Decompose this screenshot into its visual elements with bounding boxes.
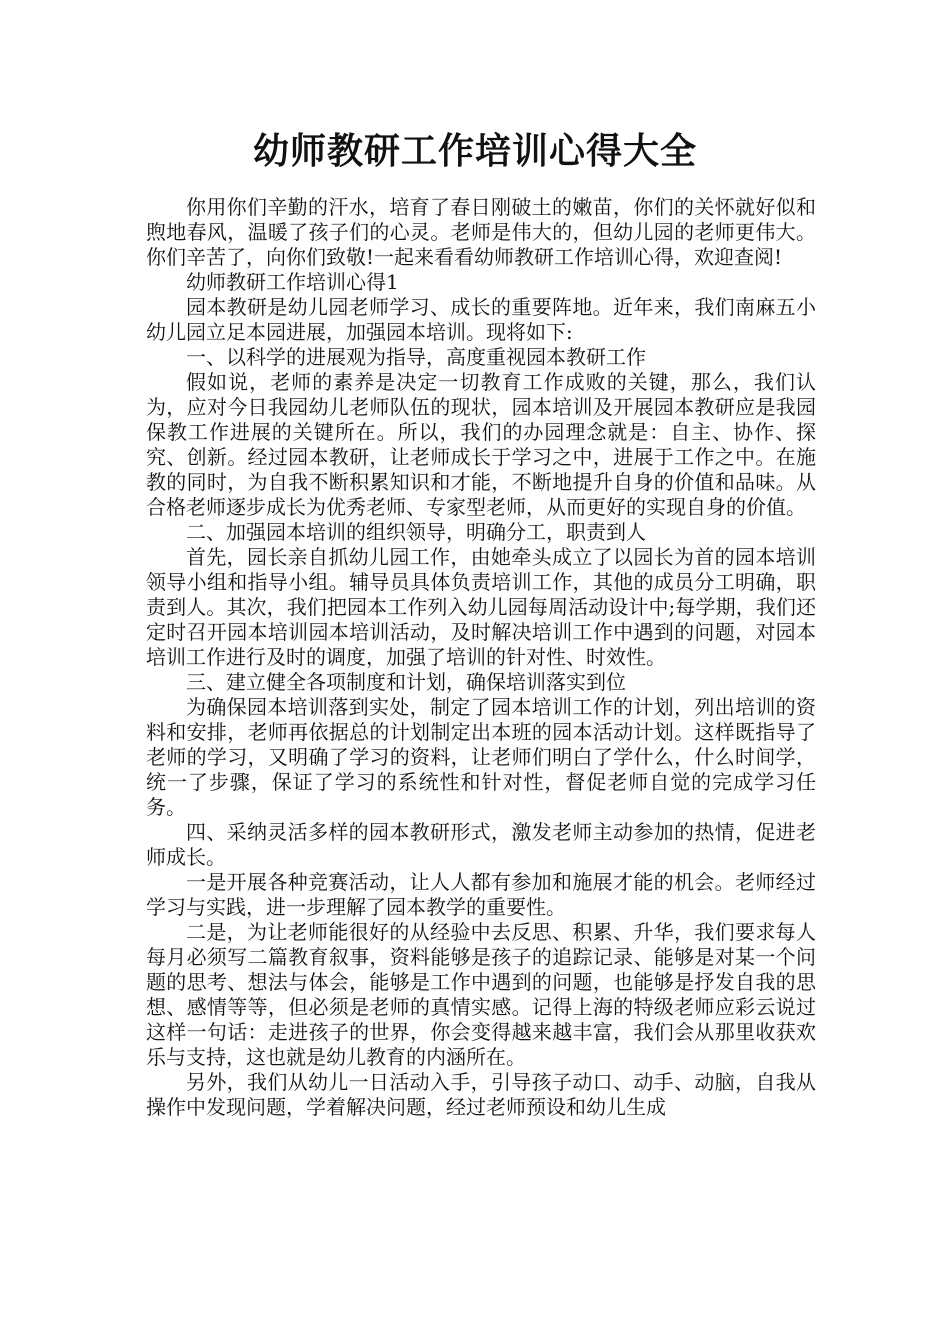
- body-paragraph: 首先，园长亲自抓幼儿园工作，由她牵头成立了以园长为首的园本培训领导小组和指导小组。辅导员具体负责培训工作，其他的成员分工明确，职责到人。其次，我们把园本工作列入幼儿园每周活动设计中;每学期，我们还定时召开园本培训园本培训活动，及时解决培训工作中遇到的问题，对园本培训工作进行及时的调度，加强了培训的针对性、时效性。: [146, 545, 816, 669]
- body-paragraph: 园本教研是幼儿园老师学习、成长的重要阵地。近年来，我们南麻五小幼儿园立足本园进展，加强园本培训。现将如下:: [146, 295, 816, 344]
- document-body: [146, 195, 816, 1120]
- body-paragraph: 假如说，老师的素养是决定一切教育工作成败的关键，那么，我们认为，应对今日我园幼儿老师队伍的现状，园本培训及开展园本教研应是我园保教工作进展的关键所在。所以，我们的办园理念就是：自主、协作、探究、创新。经过园本教研，让老师成长于学习之中，进展于工作之中。在施教的同时，为自我不断积累知识和才能，不断地提升自身的价值和品味。从合格老师逐步成长为优秀老师、专家型老师，从而更好的实现自身的价值。: [146, 370, 816, 519]
- document-title: 幼师教研工作培训心得大全: [252, 131, 697, 172]
- section-heading: 三、建立健全各项制度和计划，确保培训落实到位: [186, 670, 626, 694]
- section-heading: 一、以科学的进展观为指导，高度重视园本教研工作: [186, 345, 646, 369]
- intro-paragraph: 你用你们辛勤的汗水，培育了春日刚破土的嫩苗，你们的关怀就好似和煦地春风，温暖了孩子们的心灵。老师是伟大的，但幼儿园的老师更伟大。你们辛苦了，向你们致敬!一起来看看幼师教研工作培训心得，欢迎查阅!: [146, 195, 816, 269]
- section-heading-part-1: 幼师教研工作培训心得1: [186, 270, 399, 294]
- body-paragraph: 为确保园本培训落到实处，制定了园本培训工作的计划，列出培训的资料和安排，老师再依据总的计划制定出本班的园本活动计划。这样既指导了老师的学习，又明确了学习的资料，让老师们明白了学什么，什么时间学，统一了步骤，保证了学习的系统性和针对性，督促老师自觉的完成学习任务。: [146, 695, 816, 819]
- section-heading: 四、采纳灵活多样的园本教研形式，激发老师主动参加的热情，促进老师成长。: [146, 820, 816, 869]
- body-paragraph: 另外，我们从幼儿一日活动入手，引导孩子动口、动手、动脑，自我从操作中发现问题，学着解决问题，经过老师预设和幼儿生成: [146, 1070, 816, 1119]
- section-heading: 二、加强园本培训的组织领导，明确分工，职责到人: [186, 520, 646, 544]
- body-paragraph: 二是，为让老师能很好的从经验中去反思、积累、升华，我们要求每人每月必须写二篇教育叙事，资料能够是孩子的追踪记录、能够是对某一个问题的思考、想法与体会，能够是工作中遇到的问题，也能够是抒发自我的思想、感情等等，但必须是老师的真情实感。记得上海的特级老师应彩云说过这样一句话：走进孩子的世界，你会变得越来越丰富，我们会从那里收获欢乐与支持，这也就是幼儿教育的内涵所在。: [146, 920, 816, 1069]
- body-paragraph: 一是开展各种竞赛活动，让人人都有参加和施展才能的机会。老师经过学习与实践，进一步理解了园本教学的重要性。: [146, 870, 816, 919]
